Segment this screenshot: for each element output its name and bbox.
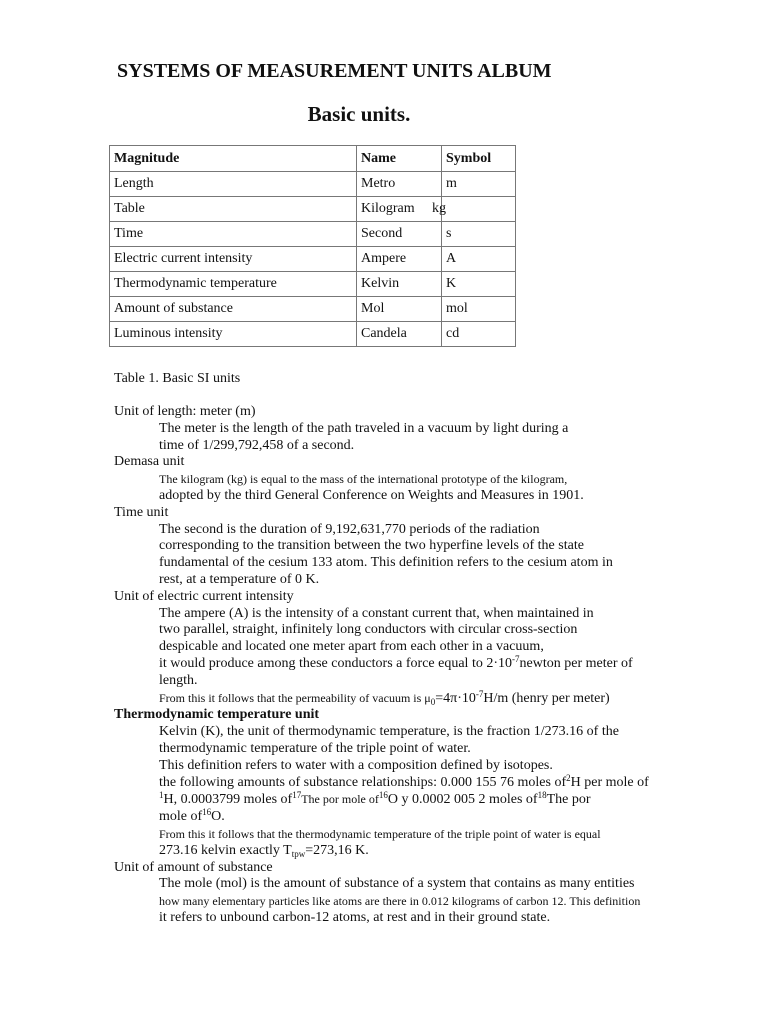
paragraph-line: The ampere (A) is the intensity of a constant current that, when maintained in — [159, 605, 594, 621]
text-run: mole of — [159, 809, 203, 825]
header-name: Name — [357, 146, 442, 172]
cell-symbol: mol — [442, 297, 516, 322]
time-heading: Time unit — [114, 504, 169, 520]
cell-magnitude: Table — [110, 197, 357, 222]
cell-name: Candela — [357, 322, 442, 347]
text-run: O. — [211, 809, 225, 825]
paragraph-line: adopted by the third General Conference on Weights and Measures in 1901. — [159, 487, 584, 503]
table-caption: Table 1. Basic SI units — [114, 371, 241, 386]
cell-magnitude: Electric current intensity — [110, 247, 357, 272]
cell-name: Ampere — [357, 247, 442, 272]
cell-magnitude: Time — [110, 222, 357, 247]
superscript: 16 — [378, 790, 388, 801]
paragraph-line — [114, 653, 714, 673]
text-run: H/m (henry per meter) — [483, 690, 610, 706]
paragraph-line: The mole (mol) is the amount of substance of a system that contains as many entities — [159, 876, 635, 892]
page-title: SYSTEMS OF MEASUREMENT UNITS ALBUM — [117, 60, 552, 82]
temperature-heading: Thermodynamic temperature unit — [114, 707, 320, 723]
table-row — [110, 272, 516, 297]
superscript: 16 — [202, 807, 212, 818]
paragraph-line: From this it follows that the thermodynamic temperature of the triple point of water is equal — [159, 826, 601, 841]
paragraph-line: The second is the duration of 9,192,631,770 periods of the radiation — [159, 521, 540, 537]
cell-name: Mol — [357, 297, 442, 322]
superscript: 18 — [537, 790, 547, 801]
cell-magnitude: Luminous intensity — [110, 322, 357, 347]
cell-magnitude: Length — [110, 172, 357, 197]
table-row — [110, 322, 516, 347]
cell-symbol — [432, 197, 516, 222]
substance-heading: Unit of amount of substance — [114, 859, 273, 875]
text-run: μ — [424, 690, 431, 705]
cell-symbol: K — [442, 272, 516, 297]
text-run: newton per meter of — [519, 655, 633, 671]
text-run: 273.16 kelvin exactly T — [159, 842, 292, 858]
paragraph-line: two parallel, straight, infinitely long conductors with circular cross-section — [159, 622, 578, 638]
text-run: it would produce among these conductors a force equal to 2·10 — [159, 655, 513, 671]
paragraph-line — [114, 690, 714, 708]
table-header-row — [110, 146, 516, 172]
paragraph-line — [114, 809, 714, 826]
basic-units-table — [109, 145, 516, 347]
superscript: -7 — [512, 653, 520, 664]
cell-symbol: A — [442, 247, 516, 272]
text-run: The por mole of — [301, 792, 379, 807]
paragraph-line: it refers to unbound carbon-12 atoms, at rest and in their ground state. — [159, 909, 551, 925]
cell-magnitude: Amount of substance — [110, 297, 357, 322]
current-heading: Unit of electric current intensity — [114, 588, 294, 604]
paragraph-line — [114, 772, 714, 792]
paragraph-line: how many elementary particles like atoms are there in 0.012 kilograms of carbon 12. This definition — [159, 894, 641, 909]
superscript: 1 — [159, 790, 164, 801]
subscript: tpw — [291, 848, 306, 859]
text-run: The por — [546, 792, 591, 808]
paragraph-line: time of 1/299,792,458 of a second. — [159, 437, 355, 453]
definitions — [114, 404, 714, 927]
paragraph-line — [114, 843, 714, 860]
paragraph-line: despicable and located one meter apart from each other in a vacuum, — [159, 639, 544, 655]
text-run: From this it follows that the permeability of vacuum is — [159, 690, 425, 705]
text-run: H, 0.0003799 moles of — [163, 792, 293, 808]
cell-symbol: cd — [442, 322, 516, 347]
text-run: O y 0.0002 005 2 moles of — [387, 792, 538, 808]
paragraph-line: This definition refers to water with a composition defined by isotopes. — [159, 757, 553, 773]
table-row — [110, 222, 516, 247]
cell-name: Kilogram — [357, 197, 442, 222]
paragraph-line: length. — [159, 672, 198, 688]
header-magnitude: Magnitude — [110, 146, 357, 172]
table-row — [110, 247, 516, 272]
table-row — [110, 197, 516, 222]
paragraph-line: Kelvin (K), the unit of thermodynamic temperature, is the fraction 1/273.16 of the — [159, 724, 619, 740]
text-run: the following amounts of substance relationships: 0.000 155 76 moles of — [159, 774, 567, 790]
text-run: H per mole of — [570, 774, 649, 790]
table-row — [110, 172, 516, 197]
cell-name: Second — [357, 222, 442, 247]
cell-name: Kelvin — [357, 272, 442, 297]
paragraph-line: rest, at a temperature of 0 K. — [159, 571, 320, 587]
section-title: Basic units. — [307, 102, 411, 126]
subscript: 0 — [430, 696, 436, 707]
cell-name: Metro — [357, 172, 442, 197]
paragraph-line: fundamental of the cesium 133 atom. This definition refers to the cesium atom in — [159, 555, 613, 571]
paragraph-line: The meter is the length of the path traveled in a vacuum by light during a — [159, 420, 569, 436]
text-run: =4π·10 — [435, 690, 476, 706]
mass-heading: Demasa unit — [114, 454, 185, 470]
cell-magnitude: Thermodynamic temperature — [110, 272, 357, 297]
cell-symbol-text: kg — [432, 201, 446, 216]
superscript: 2 — [566, 772, 571, 783]
header-symbol: Symbol — [442, 146, 516, 172]
text-run: =273,16 K. — [305, 842, 369, 858]
superscript: 17 — [292, 790, 302, 801]
length-heading: Unit of length: meter (m) — [114, 404, 256, 419]
table-row — [110, 297, 516, 322]
superscript: -7 — [475, 688, 484, 699]
cell-symbol: m — [442, 172, 516, 197]
paragraph-line: corresponding to the transition between the two hyperfine levels of the state — [159, 538, 584, 554]
cell-symbol: s — [442, 222, 516, 247]
paragraph-line: thermodynamic temperature of the triple point of water. — [159, 740, 471, 756]
paragraph-line: The kilogram (kg) is equal to the mass of the international prototype of the kilogram, — [159, 472, 568, 487]
